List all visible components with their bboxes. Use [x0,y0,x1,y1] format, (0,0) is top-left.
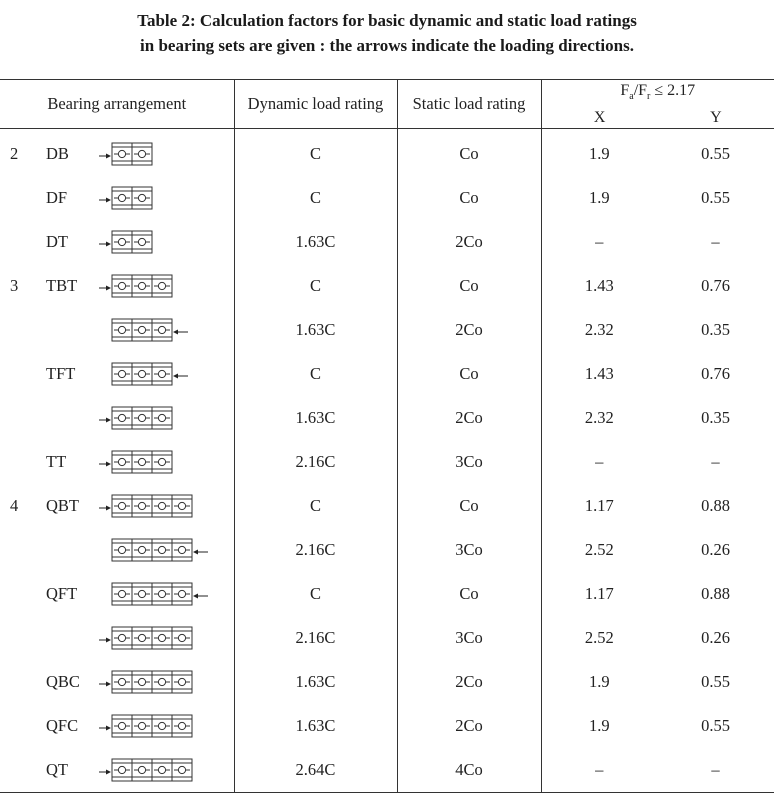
table-row [0,176,774,220]
row-dynamic-load-rating: C [234,129,397,177]
table-container [0,79,774,793]
table-row [0,660,774,704]
row-set-size [0,704,36,748]
row-static-load-rating: Co [397,129,541,177]
row-factor-y: 0.76 [701,276,730,296]
row-set-size [0,572,36,616]
table-row [0,396,774,440]
row-set-size [0,176,36,220]
table-row [0,308,774,352]
row-factor-x: 2.52 [541,616,657,660]
table-row [0,572,774,616]
row-dynamic-load-rating: 2.16C [234,440,397,484]
header-factor-condition: $F_a/F_r \le 2.17$ [620,82,696,103]
row-factor-y: 0.55 [701,188,730,208]
row-dynamic-load-rating: 1.63C [234,396,397,440]
row-set-size [0,220,36,264]
row-factor-y: – [711,232,720,252]
row-arrangement-name: QFC [46,716,79,736]
row-factor-y: 0.26 [701,628,730,648]
bearing-diagram-icon [98,712,210,740]
row-diagram [98,616,234,660]
table-row [0,129,774,177]
row-static-load-rating: 4Co [397,748,541,793]
row-diagram [98,396,234,440]
bearing-diagram-icon [98,448,190,476]
row-arrangement-name: QBT [46,496,79,516]
row-arrangement-name: TFT [46,364,76,384]
bearing-diagram-icon [98,492,210,520]
row-diagram [98,528,234,572]
bearing-diagram-icon [98,668,210,696]
row-arrangement-name: DF [46,188,68,208]
table-row [0,748,774,793]
table-row [0,220,774,264]
row-static-load-rating: Co [397,572,541,616]
row-factor-y: 0.55 [701,716,730,736]
row-factor-x: 1.17 [541,572,657,616]
row-factor-x: 1.43 [541,264,657,308]
row-static-load-rating: 2Co [397,660,541,704]
row-factor-x: – [541,220,657,264]
bearing-diagram-icon [98,140,170,168]
row-static-load-rating: Co [397,484,541,528]
row-set-size [0,616,36,660]
bearing-diagram-icon [98,228,170,256]
row-dynamic-load-rating: C [234,176,397,220]
row-factor-y: 0.76 [701,364,730,384]
row-factor-y: 0.88 [701,496,730,516]
row-factor-x: 1.9 [541,129,657,177]
row-set-size: 3 [10,276,19,296]
row-arrangement-name: TBT [46,276,78,296]
row-arrangement-name: QBC [46,672,80,692]
row-diagram [98,220,234,264]
row-diagram [98,352,234,396]
row-factor-x: 2.32 [541,396,657,440]
header-dynamic-load-rating: Dynamic load rating [234,80,397,129]
row-arrangement-name: QT [36,748,98,793]
row-dynamic-load-rating: C [234,264,397,308]
row-factor-x: 1.17 [541,484,657,528]
row-set-size [0,396,36,440]
row-static-load-rating: 3Co [397,528,541,572]
caption-line-2: in bearing sets are given : the arrows indicate the loading directions. [140,36,634,55]
row-factor-y: 0.55 [701,144,730,164]
table-row [0,264,774,308]
bearing-diagram-icon [98,404,190,432]
row-factor-y: 0.26 [701,540,730,560]
row-diagram [98,176,234,220]
bearing-diagram-icon [98,756,210,784]
table-caption [0,8,774,58]
row-set-size [0,352,36,396]
row-diagram [98,129,234,177]
table-row [0,616,774,660]
row-diagram [98,704,234,748]
row-dynamic-load-rating: 2.16C [234,616,397,660]
header-row [0,80,774,129]
row-arrangement-name: TT [46,452,67,472]
header-factor-group [541,80,774,129]
bearing-diagram-icon [98,536,210,564]
row-diagram [98,440,234,484]
row-arrangement-name [36,616,98,660]
row-diagram [98,660,234,704]
row-factor-y: 0.55 [701,672,730,692]
row-factor-x: 2.52 [541,528,657,572]
bearing-diagram-icon [98,360,190,388]
row-factor-y: 0.88 [701,584,730,604]
row-factor-x: 2.32 [541,308,657,352]
row-static-load-rating: 3Co [397,616,541,660]
row-diagram [98,264,234,308]
row-set-size [0,528,36,572]
row-dynamic-load-rating: 1.63C [234,704,397,748]
row-static-load-rating: Co [397,176,541,220]
row-dynamic-load-rating: 2.64C [234,748,397,793]
row-set-size [0,308,36,352]
row-dynamic-load-rating: C [234,352,397,396]
row-diagram [98,748,234,793]
bearing-diagram-icon [98,580,210,608]
row-factor-y: – [711,452,720,472]
row-static-load-rating: 2Co [397,396,541,440]
row-diagram [98,572,234,616]
row-factor-x: 1.9 [541,176,657,220]
row-static-load-rating: 2Co [397,220,541,264]
row-static-load-rating: Co [397,264,541,308]
row-arrangement-name [36,308,98,352]
row-factor-x: 1.43 [541,352,657,396]
row-static-load-rating: 2Co [397,704,541,748]
row-arrangement-name: DT [46,232,68,252]
table-row [0,440,774,484]
row-dynamic-load-rating: C [234,572,397,616]
row-dynamic-load-rating: 1.63C [234,220,397,264]
row-arrangement-name [36,396,98,440]
header-y: Y [710,109,722,127]
row-factor-x: – [541,440,657,484]
row-factor-x: 1.9 [541,704,657,748]
row-arrangement-name: DB [46,144,69,164]
header-static-load-rating: Static load rating [397,80,541,129]
row-set-size: 4 [10,496,19,516]
row-arrangement-name [36,528,98,572]
row-static-load-rating: Co [397,352,541,396]
table-row [0,528,774,572]
caption-line-1: Table 2: Calculation factors for basic dynamic and static load ratings [137,11,637,30]
row-dynamic-load-rating: C [234,484,397,528]
row-dynamic-load-rating: 1.63C [234,660,397,704]
row-set-size [0,660,36,704]
row-factor-y: 0.35 [701,408,730,428]
bearing-diagram-icon [98,624,210,652]
row-set-size [0,440,36,484]
row-static-load-rating: 2Co [397,308,541,352]
row-static-load-rating: 3Co [397,440,541,484]
row-factor-y: – [657,748,774,793]
row-set-size: 2 [10,144,19,164]
header-x: X [593,109,606,127]
table-row [0,352,774,396]
bearing-diagram-icon [98,316,190,344]
table-row [0,484,774,528]
header-bearing-arrangement: Bearing arrangement [0,80,234,129]
row-dynamic-load-rating: 1.63C [234,308,397,352]
table-row [0,704,774,748]
row-set-size [0,748,36,793]
row-dynamic-load-rating: 2.16C [234,528,397,572]
row-factor-x: 1.9 [541,660,657,704]
load-rating-table [0,79,774,793]
row-arrangement-name: QFT [46,584,78,604]
row-factor-x: – [541,748,657,793]
row-factor-y: 0.35 [701,320,730,340]
row-diagram [98,308,234,352]
row-diagram [98,484,234,528]
bearing-diagram-icon [98,272,190,300]
bearing-diagram-icon [98,184,170,212]
